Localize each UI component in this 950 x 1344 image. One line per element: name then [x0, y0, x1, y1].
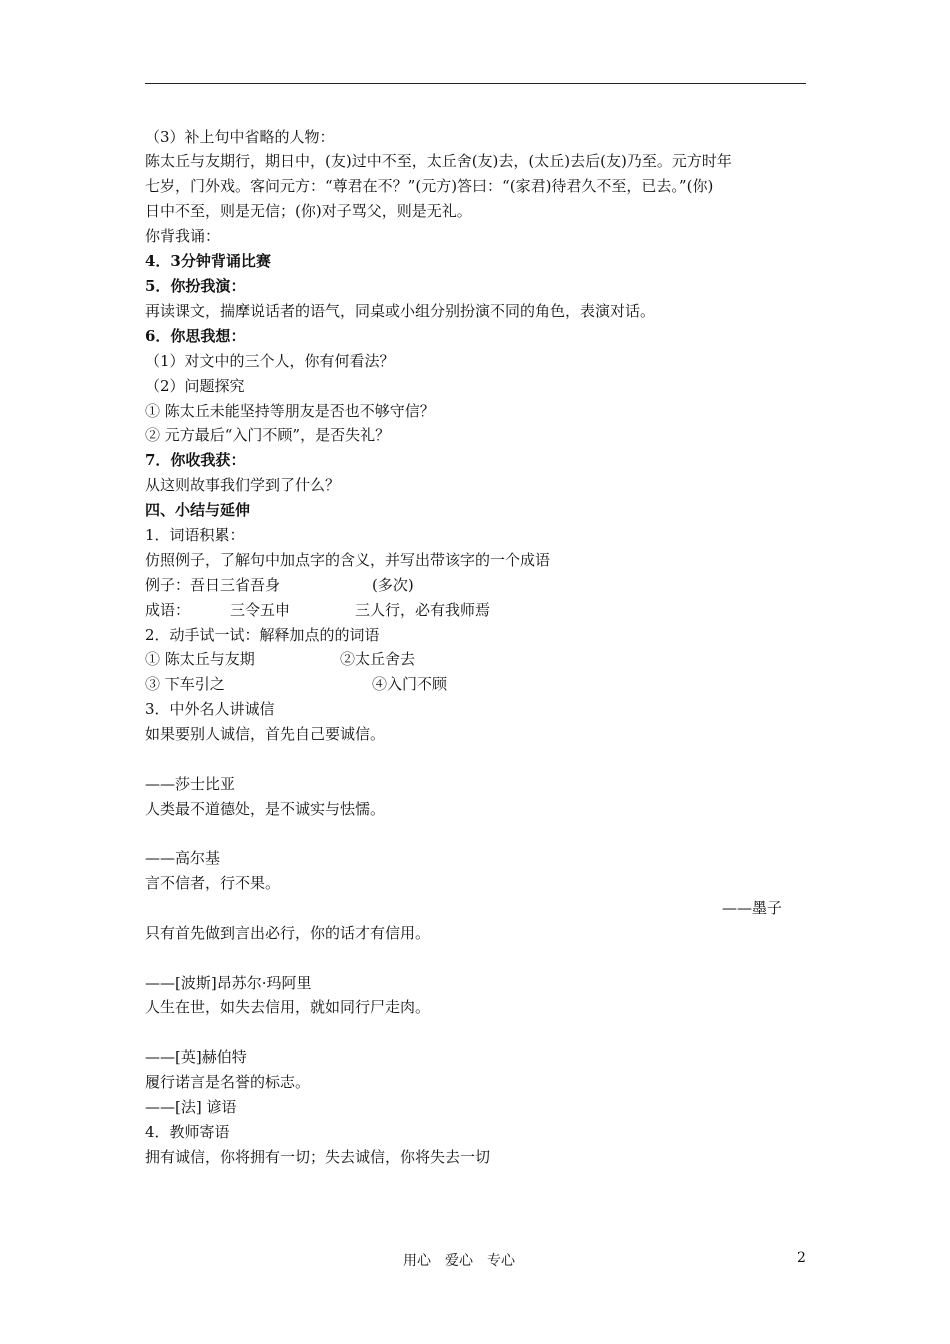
quote-attribution: ——[波斯]昂苏尔·玛阿里 — [145, 974, 312, 992]
page-number: 2 — [797, 1250, 806, 1266]
quote: 履行诺言是名誉的标志。 — [145, 1073, 311, 1091]
section-heading: 7．你收我获： — [145, 451, 246, 469]
exercise-item: ②太丘舍去 — [340, 650, 416, 668]
text-line: 你背我诵： — [145, 227, 221, 245]
example-line: 例子：吾日三省吾身 — [145, 576, 281, 594]
idiom-label: 成语： — [145, 601, 191, 619]
text-line: ② 元方最后“入门不顾”，是否失礼？ — [145, 426, 391, 444]
text-line: 日中不至，则是无信；(你)对子骂父，则是无礼。 — [145, 202, 472, 220]
text-line: 拥有诚信，你将拥有一切；失去诚信，你将失去一切 — [145, 1148, 491, 1166]
header-rule — [145, 83, 806, 84]
text-line: 再读课文，揣摩说话者的语气，同桌或小组分别扮演不同的角色，表演对话。 — [145, 302, 656, 320]
section-heading: 6．你思我想： — [145, 327, 246, 345]
section-heading: 4．3分钟背诵比赛 — [145, 252, 271, 270]
text-line: 4．教师寄语 — [145, 1123, 230, 1141]
section-heading: 5．你扮我演： — [145, 277, 246, 295]
text-line: （3）补上句中省略的人物： — [145, 128, 335, 146]
text-line: （2）问题探究 — [145, 377, 245, 395]
footer-motto: 用心 爱心 专心 — [403, 1253, 515, 1269]
text-line: 陈太丘与友期行，期日中，(友)过中不至，太丘舍(友)去，(太丘)去后(友)乃至。元方时年 — [145, 152, 732, 170]
quote: 人类最不道德处，是不诚实与怯懦。 — [145, 800, 386, 818]
idiom-1: 三令五申 — [230, 601, 291, 619]
exercise-item: ④入门不顾 — [372, 675, 448, 693]
quote: 如果要别人诚信，首先自己要诚信。 — [145, 725, 386, 743]
exercise-item: ① 陈太丘与友期 — [145, 650, 255, 668]
quote: 人生在世，如失去信用，就如同行尸走肉。 — [145, 998, 431, 1016]
section-heading: 四、小结与延伸 — [145, 501, 251, 519]
text-line: 七岁，门外戏。客问元方：“尊君在不？”(元方)答曰：“(家君)待君久不至，已去。”(你) — [145, 177, 714, 195]
text-line: ① 陈太丘未能坚持等朋友是否也不够守信？ — [145, 402, 435, 420]
quote-attribution: ——莎士比亚 — [145, 775, 236, 793]
idiom-2: 三人行，必有我师焉 — [355, 601, 491, 619]
text-line: 3．中外名人讲诚信 — [145, 700, 275, 718]
quote-attribution: ——[法] 谚语 — [145, 1098, 237, 1116]
text-line: 仿照例子，了解句中加点字的含义，并写出带该字的一个成语 — [145, 551, 551, 569]
quote-attribution: ——[英]赫伯特 — [145, 1048, 247, 1066]
quote: 只有首先做到言出必行，你的话才有信用。 — [145, 924, 431, 942]
quote-attribution: ——墨子 — [722, 899, 783, 917]
exercise-item: ③ 下车引之 — [145, 675, 225, 693]
text-line: （1）对文中的三个人，你有何看法？ — [145, 352, 395, 370]
quote-attribution: ——高尔基 — [145, 849, 221, 867]
text-line: 从这则故事我们学到了什么？ — [145, 476, 341, 494]
quote: 言不信者，行不果。 — [145, 874, 281, 892]
text-line: 1．词语积累： — [145, 526, 245, 544]
text-line: 2．动手试一试：解释加点的的词语 — [145, 626, 380, 644]
example-gloss: (多次) — [372, 576, 414, 594]
